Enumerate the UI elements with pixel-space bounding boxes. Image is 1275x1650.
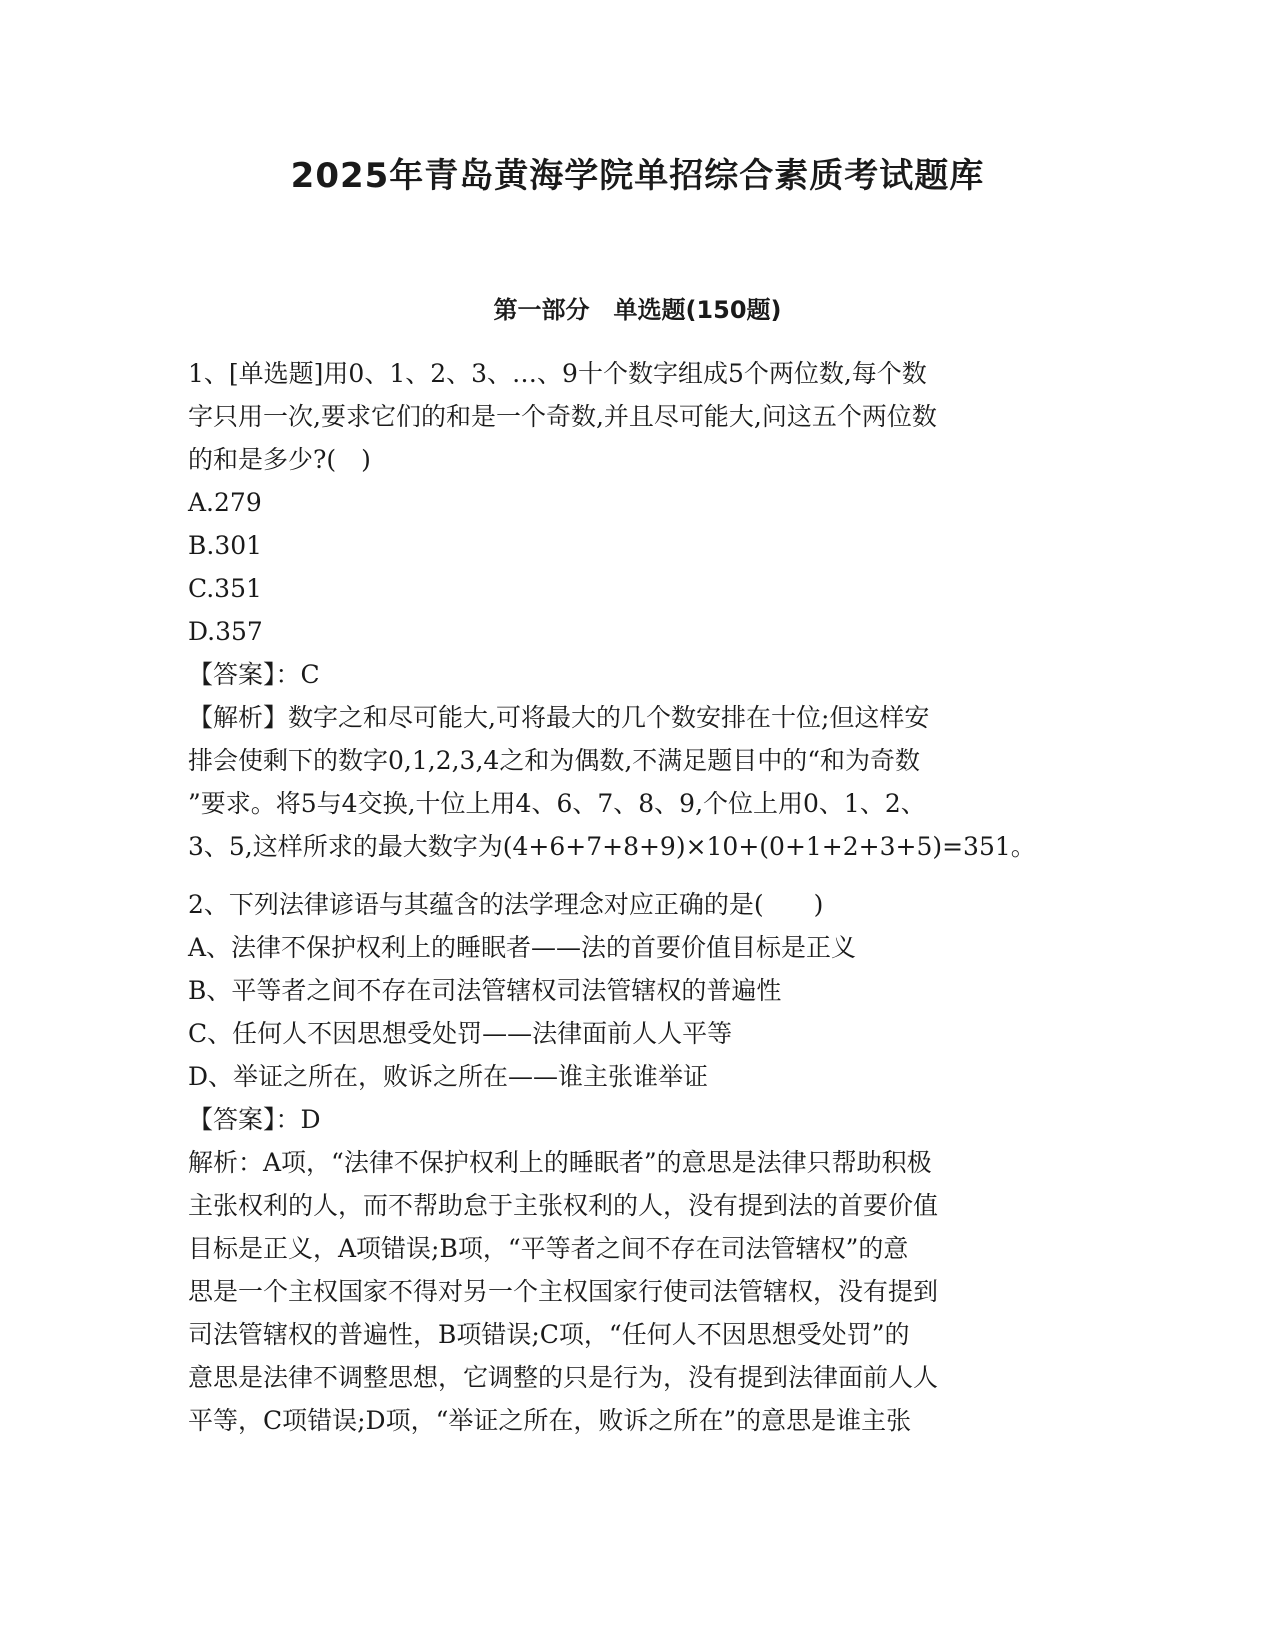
answer: 【答案】：D bbox=[188, 1105, 321, 1134]
question-1 bbox=[188, 352, 1088, 868]
stem-line: 的和是多少?( ) bbox=[188, 445, 371, 474]
question-2 bbox=[188, 883, 1088, 1442]
answer: 【答案】：C bbox=[188, 660, 320, 689]
analysis-line: 主张权利的人，而不帮助怠于主张权利的人，没有提到法的首要价值 bbox=[188, 1191, 939, 1220]
analysis-line: 排会使剩下的数字0,1,2,3,4之和为偶数,不满足题目中的“和为奇数 bbox=[188, 746, 921, 775]
analysis-line: ”要求。将5与4交换,十位上用4、6、7、8、9,个位上用0、1、2、 bbox=[188, 789, 926, 818]
analysis-line: 【解析】数字之和尽可能大,可将最大的几个数安排在十位;但这样安 bbox=[188, 703, 930, 732]
analysis bbox=[188, 696, 1088, 868]
analysis bbox=[188, 1141, 1088, 1442]
option-list bbox=[188, 481, 1088, 653]
analysis-line: 平等，C项错误;D项，“举证之所在，败诉之所在”的意思是谁主张 bbox=[188, 1406, 912, 1435]
option-c: C.351 bbox=[188, 574, 262, 603]
analysis-line: 意思是法律不调整思想，它调整的只是行为，没有提到法律面前人人 bbox=[188, 1363, 939, 1392]
option-d: D.357 bbox=[188, 617, 263, 646]
option-c: C、任何人不因思想受处罚——法律面前人人平等 bbox=[188, 1019, 733, 1048]
section-heading: 第一部分 单选题(150题) bbox=[493, 296, 782, 324]
question-stem bbox=[188, 352, 1088, 481]
option-b: B、平等者之间不存在司法管辖权司法管辖权的普遍性 bbox=[188, 976, 782, 1005]
option-list bbox=[188, 926, 1088, 1098]
analysis-line: 目标是正义，A项错误;B项，“平等者之间不存在司法管辖权”的意 bbox=[188, 1234, 909, 1263]
option-b: B.301 bbox=[188, 531, 263, 560]
stem-line: 2、下列法律谚语与其蕴含的法学理念对应正确的是( ) bbox=[188, 890, 824, 919]
analysis-line: 思是一个主权国家不得对另一个主权国家行使司法管辖权，没有提到 bbox=[188, 1277, 939, 1306]
analysis-line: 3、5,这样所求的最大数字为(4+6+7+8+9)×10+(0+1+2+3+5)=351。 bbox=[188, 832, 1036, 861]
analysis-line: 解析：A项，“法律不保护权利上的睡眠者”的意思是法律只帮助积极 bbox=[188, 1148, 932, 1177]
stem-line: 字只用一次,要求它们的和是一个奇数,并且尽可能大,问这五个两位数 bbox=[188, 402, 937, 431]
analysis-line: 司法管辖权的普遍性，B项错误;C项，“任何人不因思想受处罚”的 bbox=[188, 1320, 910, 1349]
document-title: 2025年青岛黄海学院单招综合素质考试题库 bbox=[290, 156, 985, 196]
option-a: A.279 bbox=[188, 488, 262, 517]
question-stem bbox=[188, 883, 1088, 926]
option-a: A、法律不保护权利上的睡眠者——法的首要价值目标是正义 bbox=[188, 933, 857, 962]
stem-line: 1、[单选题]用0、1、2、3、…、9十个数字组成5个两位数,每个数 bbox=[188, 359, 927, 388]
option-d: D、举证之所在，败诉之所在——谁主张谁举证 bbox=[188, 1062, 709, 1091]
